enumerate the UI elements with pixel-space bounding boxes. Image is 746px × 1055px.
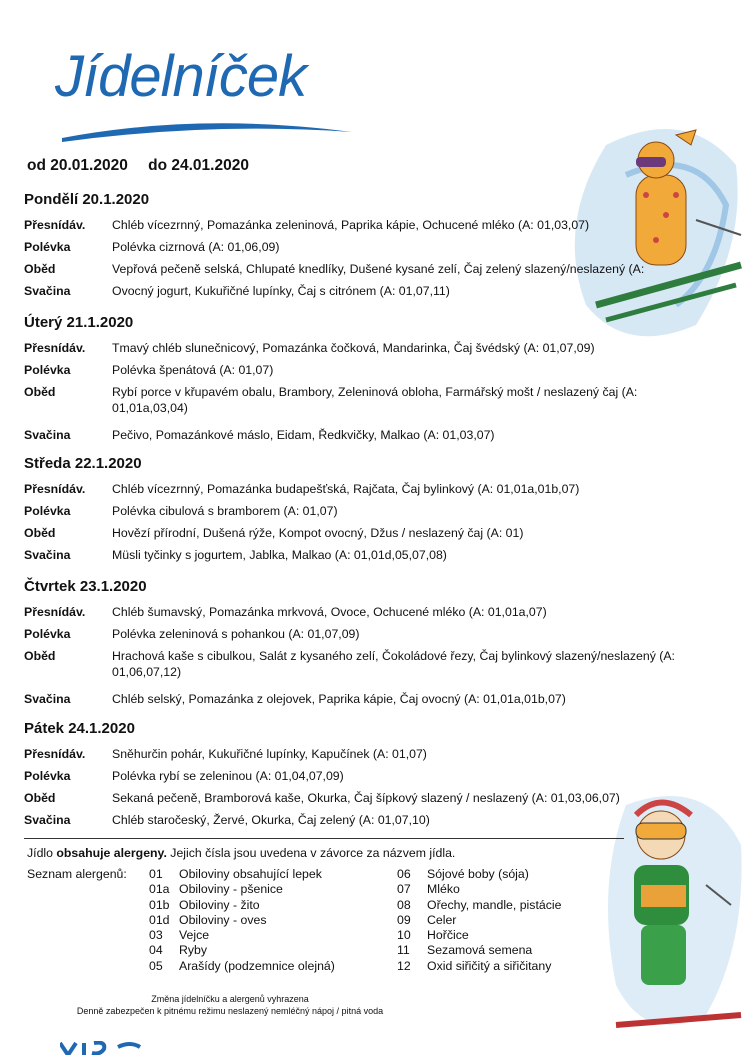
allergen-item xyxy=(397,959,561,974)
meal-row xyxy=(24,283,732,299)
meal-text: Pečivo, Pomazánkové máslo, Eidam, Ředkvičky, Malkao (A: 01,03,07) xyxy=(112,428,495,442)
meal-label: Oběd xyxy=(24,385,56,399)
meal-row xyxy=(24,768,732,784)
allergen-note-suffix: Jejich čísla jsou uvedena v závorce za názvem jídla. xyxy=(166,846,456,860)
allergen-code: 12 xyxy=(397,958,411,973)
allergen-code: 01 xyxy=(149,867,163,881)
allergen-list-right xyxy=(397,867,561,974)
meal-text: Polévka špenátová (A: 01,07) xyxy=(112,363,274,377)
meal-text: Sekaná pečeně, Bramborová kaše, Okurka, Čaj šípkový slazený / neslazený (A: 01,03,06,07) xyxy=(112,791,620,805)
meal-row xyxy=(24,217,732,233)
allergen-code: 01a xyxy=(149,882,170,897)
meal-label: Přesnídáv. xyxy=(24,218,86,232)
date-from: od 20.01.2020 xyxy=(27,157,128,174)
allergen-item xyxy=(397,867,561,882)
allergen-name: Ryby xyxy=(179,943,208,958)
meal-text: Chléb vícezrnný, Pomazánka budapešťská, Rajčata, Čaj bylinkový (A: 01,01a,01b,07) xyxy=(112,482,580,496)
meal-label: Polévka xyxy=(24,363,71,377)
meal-text: Polévka zeleninová s pohankou (A: 01,07,09) xyxy=(112,627,360,641)
allergen-item xyxy=(149,959,335,974)
date-range xyxy=(27,157,265,175)
allergen-code: 06 xyxy=(397,867,411,881)
meal-label: Přesnídáv. xyxy=(24,341,86,355)
allergen-code: 09 xyxy=(397,912,411,927)
day-block-friday xyxy=(24,720,732,834)
date-to: do 24.01.2020 xyxy=(148,157,249,174)
day-block-thursday xyxy=(24,578,737,713)
day-title: Čtvrtek 23.1.2020 xyxy=(24,578,147,595)
day-block-wednesday xyxy=(24,455,732,569)
meal-row xyxy=(24,812,732,828)
allergen-name: Obiloviny - oves xyxy=(179,912,267,927)
meal-row xyxy=(24,362,732,378)
allergen-name: Obiloviny - pšenice xyxy=(179,882,283,897)
logo-swoosh xyxy=(60,118,355,146)
meal-row xyxy=(24,691,737,707)
meal-row xyxy=(24,427,732,443)
meal-text: Hrachová kaše s cibulkou, Salát z kysaného zelí, Čokoládové řezy, Čaj bylinkový slazený/neslazený (A: 01,06,07,12) xyxy=(112,649,675,679)
allergen-item xyxy=(149,898,335,913)
footer-note-change: Změna jídelníčku a alergenů vyhrazena xyxy=(151,994,309,1004)
allergen-item xyxy=(397,943,561,958)
meal-label: Svačina xyxy=(24,692,71,706)
meal-label: Oběd xyxy=(24,526,56,540)
meal-label: Oběd xyxy=(24,262,56,276)
meal-row xyxy=(24,239,732,255)
meal-row xyxy=(24,626,737,642)
meal-row xyxy=(24,525,732,541)
meal-text: Polévka cizrnová (A: 01,06,09) xyxy=(112,240,280,254)
meal-label: Polévka xyxy=(24,769,71,783)
meal-row xyxy=(24,790,732,806)
day-title: Středa 22.1.2020 xyxy=(24,455,142,472)
day-title: Úterý 21.1.2020 xyxy=(24,314,134,331)
day-block-monday xyxy=(24,191,732,305)
allergen-name: Vejce xyxy=(179,928,210,943)
meal-row xyxy=(24,648,737,680)
meal-text: Rybí porce v křupavém obalu, Brambory, Zeleninová obloha, Farmářský mošt / neslazený čaj (A: 01,01a,03,04) xyxy=(112,385,638,415)
meal-label: Svačina xyxy=(24,813,71,827)
meal-row xyxy=(24,547,732,563)
meal-label: Oběd xyxy=(24,791,56,805)
allergen-item xyxy=(397,913,561,928)
allergen-name: Ořechy, mandle, pistácie xyxy=(427,897,562,912)
day-title: Pátek 24.1.2020 xyxy=(24,720,135,737)
meal-row xyxy=(24,604,737,620)
allergen-code: 11 xyxy=(397,943,410,958)
allergen-item xyxy=(149,913,335,928)
allergen-name: Sezamová semena xyxy=(427,943,533,958)
allergen-note xyxy=(27,846,455,860)
allergen-name: Arašídy (podzemnice olejná) xyxy=(179,958,335,973)
brand-logo-partial xyxy=(60,1041,170,1055)
allergen-name: Hořčice xyxy=(427,928,469,943)
allergen-name: Oxid siřičitý a siřičitany xyxy=(427,958,552,973)
allergen-item xyxy=(397,898,561,913)
allergen-code: 01d xyxy=(149,912,170,927)
allergen-code: 05 xyxy=(149,958,163,973)
allergen-note-bold: obsahuje alergeny. xyxy=(56,846,167,860)
meal-row xyxy=(24,746,732,762)
meal-text: Chléb šumavský, Pomazánka mrkvová, Ovoce, Ochucené mléko (A: 01,01a,07) xyxy=(112,605,547,619)
meal-label: Přesnídáv. xyxy=(24,605,86,619)
divider xyxy=(24,838,624,839)
day-title: Pondělí 20.1.2020 xyxy=(24,191,150,208)
allergen-item xyxy=(149,867,335,882)
meal-text: Vepřová pečeně selská, Chlupaté knedlíky, Dušené kysané zelí, Čaj zelený slazený/neslazený (A: xyxy=(112,262,645,276)
allergen-code: 10 xyxy=(397,928,411,943)
meal-text: Polévka rybí se zeleninou (A: 01,04,07,09) xyxy=(112,769,344,783)
footer-note-drinks: Denně zabezpečen k pitnému režimu neslazený nemléčný nápoj / pitná voda xyxy=(76,1006,384,1016)
meal-label: Přesnídáv. xyxy=(24,482,86,496)
allergen-item xyxy=(397,882,561,897)
allergen-name: Obiloviny - žito xyxy=(179,897,260,912)
allergen-list-label: Seznam alergenů: xyxy=(27,867,127,881)
meal-text: Hovězí přírodní, Dušená rýže, Kompot ovocný, Džus / neslazený čaj (A: 01) xyxy=(112,526,524,540)
allergen-item xyxy=(149,928,335,943)
meal-text: Chléb staročeský, Žervé, Okurka, Čaj zelený (A: 01,07,10) xyxy=(112,813,430,827)
meal-label: Polévka xyxy=(24,240,71,254)
meal-label: Svačina xyxy=(24,548,71,562)
meal-label: Svačina xyxy=(24,428,71,442)
meal-text: Chléb vícezrnný, Pomazánka zeleninová, Paprika kápie, Ochucené mléko (A: 01,03,07) xyxy=(112,218,590,232)
allergen-name: Mléko xyxy=(427,882,460,897)
allergen-code: 08 xyxy=(397,897,411,912)
meal-text: Ovocný jogurt, Kukuřičné lupínky, Čaj s citrónem (A: 01,07,11) xyxy=(112,284,450,298)
meal-text: Tmavý chléb slunečnicový, Pomazánka čočková, Mandarinka, Čaj švédský (A: 01,07,09) xyxy=(112,341,595,355)
allergen-name: Celer xyxy=(427,912,457,927)
meal-label: Přesnídáv. xyxy=(24,747,86,761)
allergen-note-prefix: Jídlo xyxy=(27,846,57,860)
allergen-name: Obiloviny obsahující lepek xyxy=(179,867,322,881)
meal-row xyxy=(24,261,732,277)
allergen-item xyxy=(149,882,335,897)
allergen-code: 07 xyxy=(397,882,411,897)
allergen-code: 03 xyxy=(149,928,163,943)
meal-label: Svačina xyxy=(24,284,71,298)
allergen-item xyxy=(397,928,561,943)
day-block-tuesday xyxy=(24,314,732,449)
meal-text: Müsli tyčinky s jogurtem, Jablka, Malkao (A: 01,01d,05,07,08) xyxy=(112,548,447,562)
meal-label: Polévka xyxy=(24,504,71,518)
meal-label: Oběd xyxy=(24,649,56,663)
meal-text: Chléb selský, Pomazánka z olejovek, Paprika kápie, Čaj ovocný (A: 01,01a,01b,07) xyxy=(112,692,566,706)
meal-row xyxy=(24,481,732,497)
meal-row xyxy=(24,384,732,416)
meal-label: Polévka xyxy=(24,627,71,641)
meal-text: Polévka cibulová s bramborem (A: 01,07) xyxy=(112,504,338,518)
allergen-code: 01b xyxy=(149,897,170,912)
meal-row xyxy=(24,503,732,519)
meal-text: Sněhurčin pohár, Kukuřičné lupínky, Kapučínek (A: 01,07) xyxy=(112,747,427,761)
allergen-item xyxy=(149,943,335,958)
allergen-list-left xyxy=(149,867,335,974)
allergen-name: Sójové boby (sója) xyxy=(427,867,529,881)
meal-row xyxy=(24,340,732,356)
page-title: Jídelníček xyxy=(55,44,307,109)
allergen-code: 04 xyxy=(149,943,163,958)
